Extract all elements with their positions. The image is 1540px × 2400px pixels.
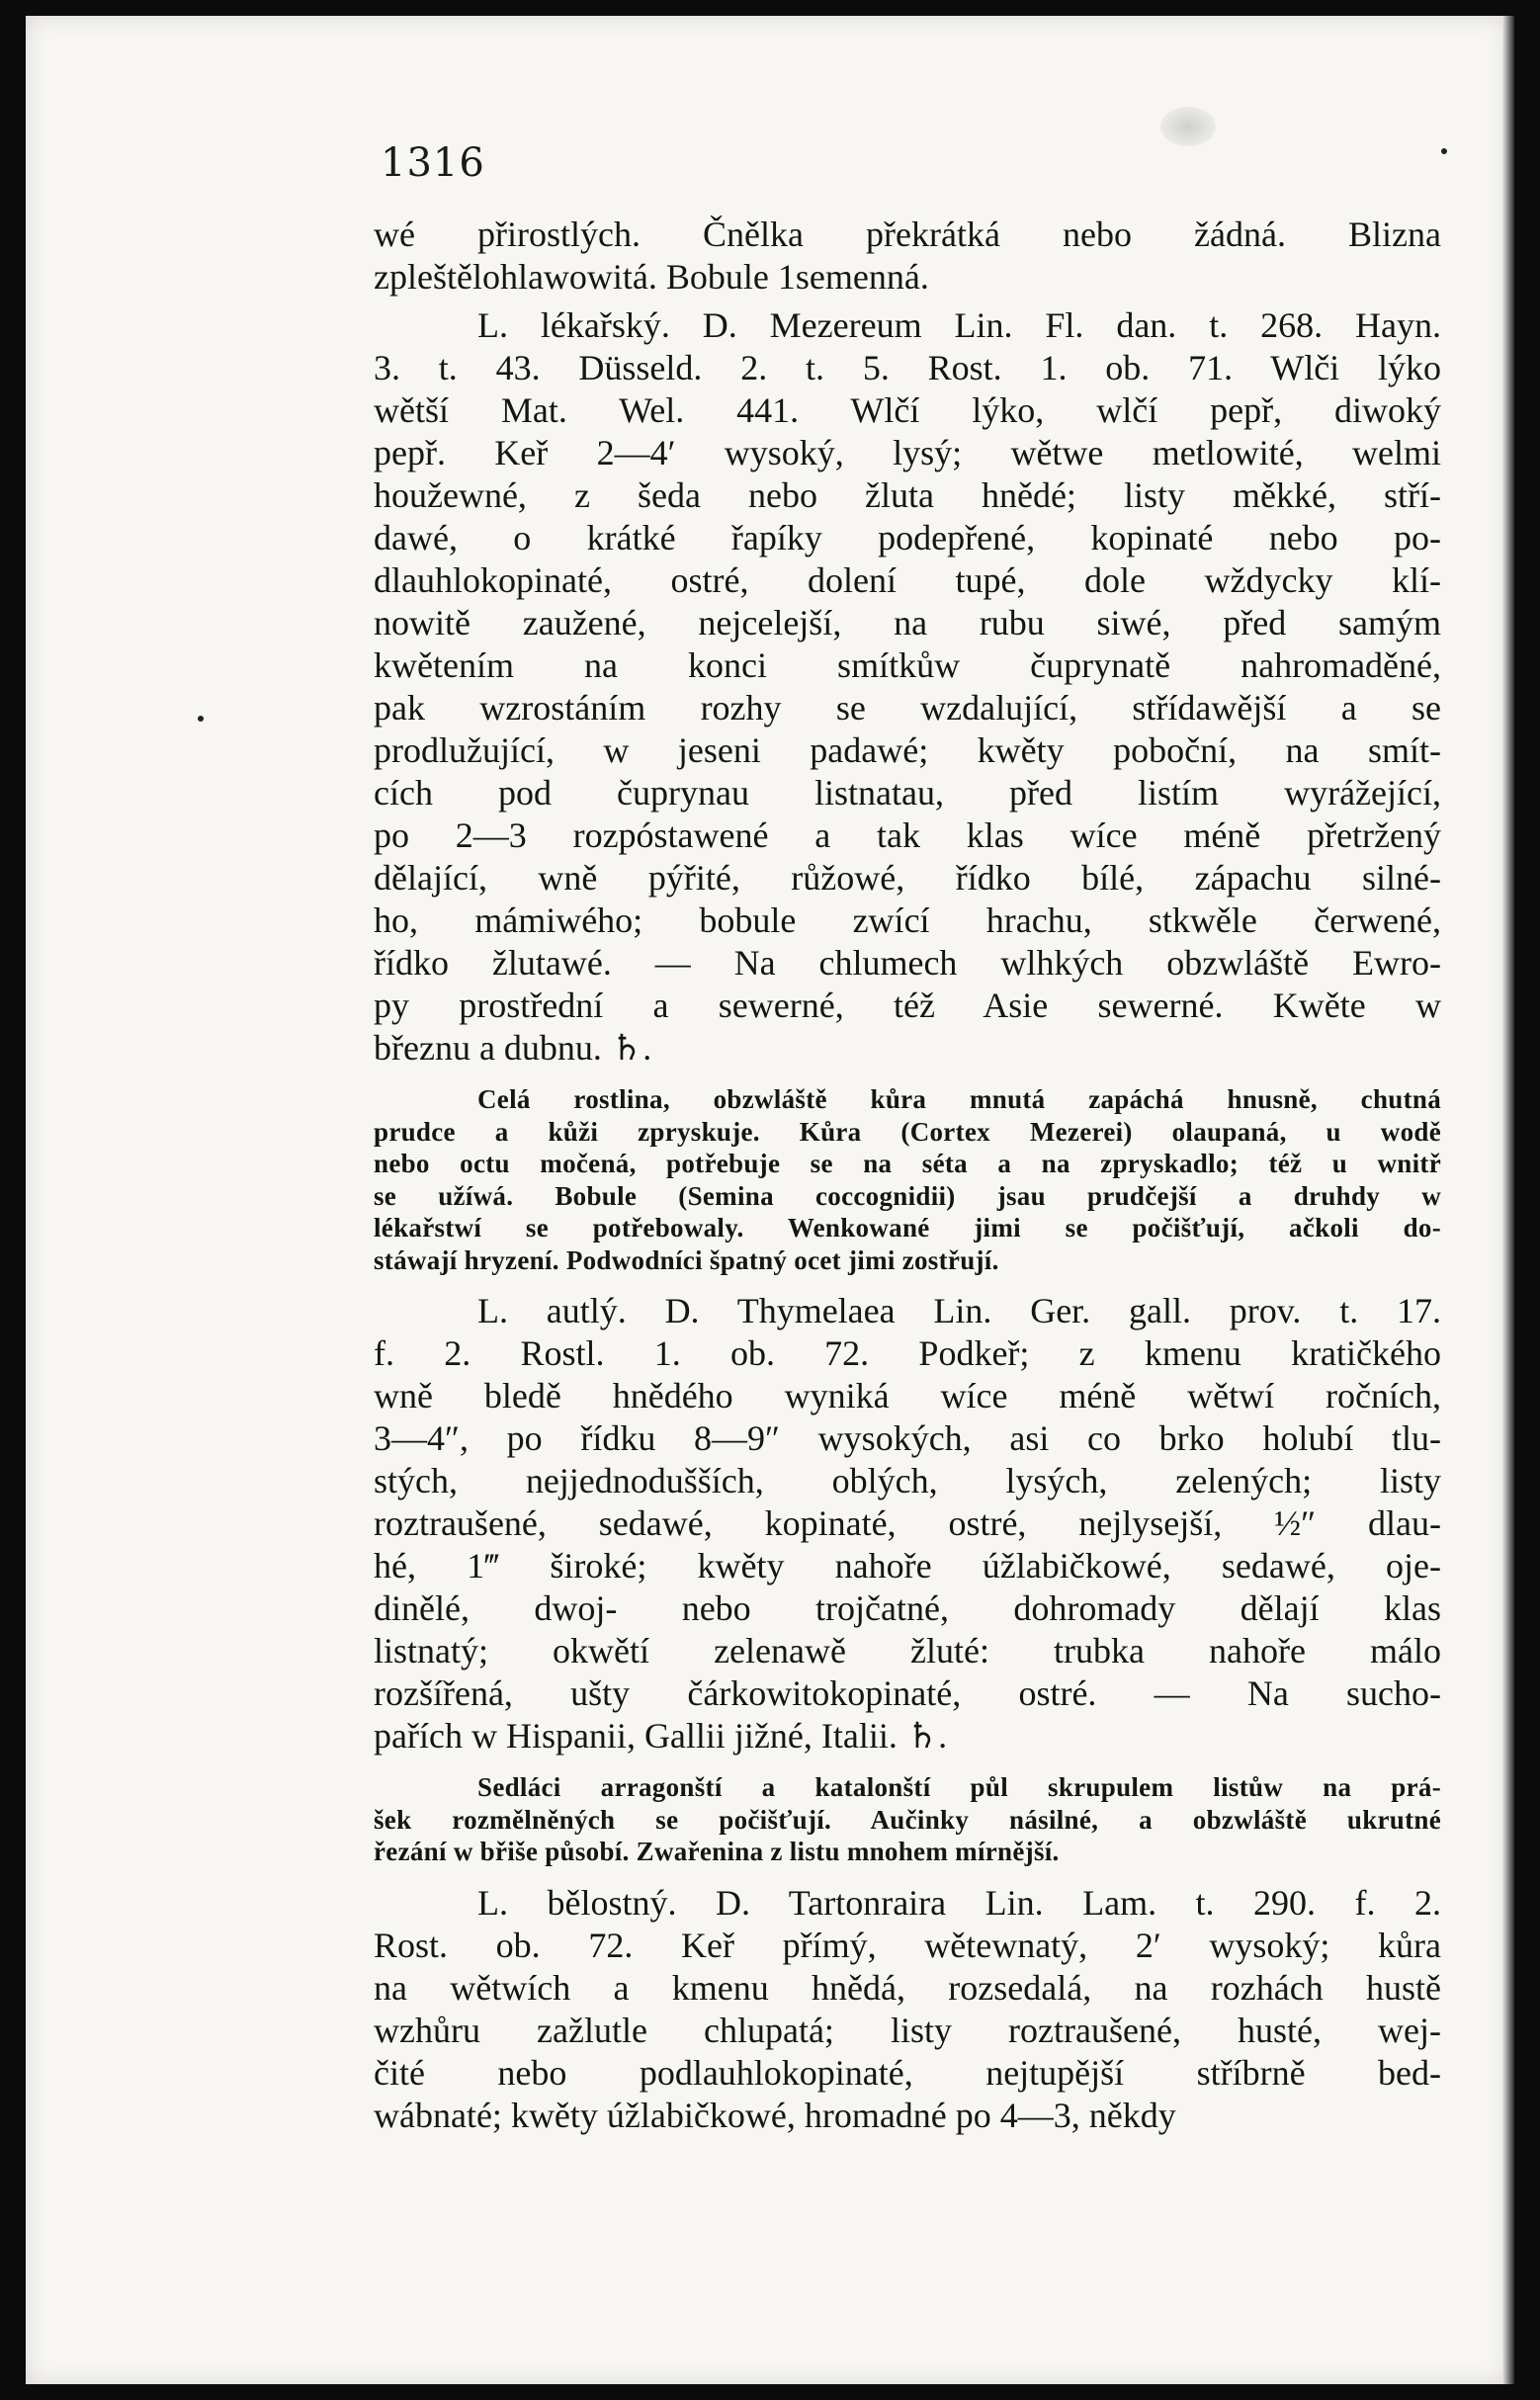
- text-line: wé přirostlých. Čnělka překrátká nebo žádná. Blizna: [374, 214, 1441, 254]
- paragraph-gap: [374, 1276, 1441, 1290]
- text-line: Rost. ob. 72. Keř přímý, wětewnatý, 2′ wysoký; kůra: [374, 1925, 1441, 1965]
- body-paragraph: [374, 1882, 1441, 2137]
- text-line: Sedláci arragonští a katalonští půl skrupulem listůw na prá-: [477, 1772, 1441, 1802]
- text-line: na wětwích a kmenu hnědá, rozsedalá, na rozhách hustě: [374, 1967, 1441, 2008]
- text-line: wábnaté; kwěty úžlabičkowé, hromadné po 4—3, někdy: [374, 2095, 1176, 2135]
- text-line: L. autlý. D. Thymelaea Lin. Ger. gall. prov. t. 17.: [477, 1291, 1441, 1330]
- text-line: nowitě zaužené, nejcelejší, na rubu siwé, před samým: [374, 603, 1441, 643]
- ink-speck: [1441, 148, 1447, 154]
- text-line: wně bledě hnědého wyniká wíce méně wětwí ročních,: [374, 1376, 1441, 1415]
- body-paragraph: [374, 304, 1441, 1070]
- text-line: py prostřední a sewerné, též Asie sewerné. Kwěte w: [374, 986, 1441, 1025]
- text-line: Celá rostlina, obzwláště kůra mnutá zapáchá hnusně, chutná: [477, 1084, 1441, 1114]
- page-smudge: [1160, 107, 1216, 146]
- text-line: houžewné, z šeda nebo žluta hnědé; listy měkké, stří-: [374, 475, 1441, 515]
- text-line: cích pod čuprynau listnatau, před listím wyrážející,: [374, 773, 1441, 813]
- text-line: řídko žlutawé. — Na chlumech wlhkých obzwláště Ewro-: [374, 943, 1441, 983]
- text-line: f. 2. Rostl. 1. ob. 72. Podkeř; z kmenu kratičkého: [374, 1333, 1441, 1373]
- text-line: řezání w břiše působí. Zwařenina z listu mnohem mírnější.: [374, 1837, 1060, 1866]
- text-line: se užíwá. Bobule (Semina coccognidii) jsau prudčejší a druhdy w: [374, 1180, 1441, 1211]
- text-line: stých, nejjednodušších, oblých, lysých, zelených; listy: [374, 1461, 1441, 1500]
- text-line: rozšířená, ušty čárkowitokopinaté, ostré. — Na sucho-: [374, 1673, 1441, 1713]
- text-line: wětší Mat. Wel. 441. Wlčí lýko, wlčí pepř, diwoký: [374, 390, 1441, 430]
- text-line: šek rozmělněných se počišťují. Aučinky násilné, a obzwláště ukrutné: [374, 1804, 1441, 1835]
- paragraph-gap: [374, 1868, 1441, 1882]
- text-line: 3. t. 43. Düsseld. 2. t. 5. Rost. 1. ob. 71. Wlči lýko: [374, 348, 1441, 387]
- text-line: lékařstwí se potřebowaly. Wenkowané jimi se počišťují, ačkoli do-: [374, 1213, 1441, 1243]
- text-line: dawé, o krátké řapíky podepřené, kopinaté nebo po-: [374, 518, 1441, 557]
- text-line: stáwají hryzení. Podwodníci špatný ocet jimi zostřují.: [374, 1244, 999, 1275]
- text-line: L. lékařský. D. Mezereum Lin. Fl. dan. t. 268. Hayn.: [477, 305, 1441, 345]
- body-paragraph: [374, 214, 1441, 299]
- text-line: pak wzrostáním rozhy se wzdalující, střídawější a se: [374, 688, 1441, 728]
- paragraph-gap: [374, 1070, 1441, 1083]
- text-line: hé, 1‴ široké; kwěty nahoře úžlabičkowé, sedawé, oje-: [374, 1546, 1441, 1586]
- text-line: ho, mámiwého; bobule zwící hrachu, stkwěle čerwené,: [374, 900, 1441, 940]
- ink-speck: [198, 716, 204, 722]
- text-line: čité nebo podlauhlokopinaté, nejtupější stříbrně bed-: [374, 2052, 1441, 2093]
- text-line: pařích w Hispanii, Gallii jižné, Italii. ♄.: [374, 1716, 948, 1756]
- text-line: kwětením na konci smítkůw čuprynatě nahromaděné,: [374, 645, 1441, 685]
- text-line: wzhůru zažlutle chlupatá; listy roztraušené, husté, wej-: [374, 2010, 1441, 2050]
- text-line: dlauhlokopinaté, ostré, dolení tupé, dole wždycky klí-: [374, 560, 1441, 600]
- text-line: prudce a kůži zpryskuje. Kůra (Cortex Mezerei) olaupaná, u wodě: [374, 1116, 1441, 1147]
- text-line: dinělé, dwoj- nebo trojčatné, dohromady dělají klas: [374, 1588, 1441, 1628]
- text-line: roztraušené, sedawé, kopinaté, ostré, nejlysejší, ½″ dlau-: [374, 1503, 1441, 1543]
- note-paragraph: [374, 1771, 1441, 1868]
- note-paragraph: [374, 1083, 1441, 1276]
- text-line: zpleštělohlawowitá. Bobule 1semenná.: [374, 257, 929, 297]
- text-line: L. bělostný. D. Tartonraira Lin. Lam. t. 290. f. 2.: [477, 1882, 1441, 1923]
- text-line: listnatý; okwětí zelenawě žluté: trubka nahoře málo: [374, 1631, 1441, 1671]
- page-text: [374, 214, 1441, 2137]
- paragraph-gap: [374, 1757, 1441, 1771]
- text-line: pepř. Keř 2—4′ wysoký, lysý; wětwe metlowité, welmi: [374, 433, 1441, 472]
- text-line: 3—4″, po řídku 8—9″ wysokých, asi co brko holubí tlu-: [374, 1418, 1441, 1458]
- text-line: prodlužující, w jeseni padawé; kwěty poboční, na smít-: [374, 730, 1441, 770]
- text-line: dělající, wně pýřité, růžowé, řídko bílé, zápachu silné-: [374, 858, 1441, 898]
- page-number: 1316: [381, 140, 485, 186]
- text-line: březnu a dubnu. ♄.: [374, 1028, 652, 1068]
- body-paragraph: [374, 1290, 1441, 1757]
- text-line: po 2—3 rozpóstawené a tak klas wíce méně přetržený: [374, 815, 1441, 855]
- text-line: nebo octu močená, potřebuje se na séta a na zpryskadlo; též u wnitř: [374, 1149, 1441, 1178]
- page-edge: [1502, 16, 1514, 2384]
